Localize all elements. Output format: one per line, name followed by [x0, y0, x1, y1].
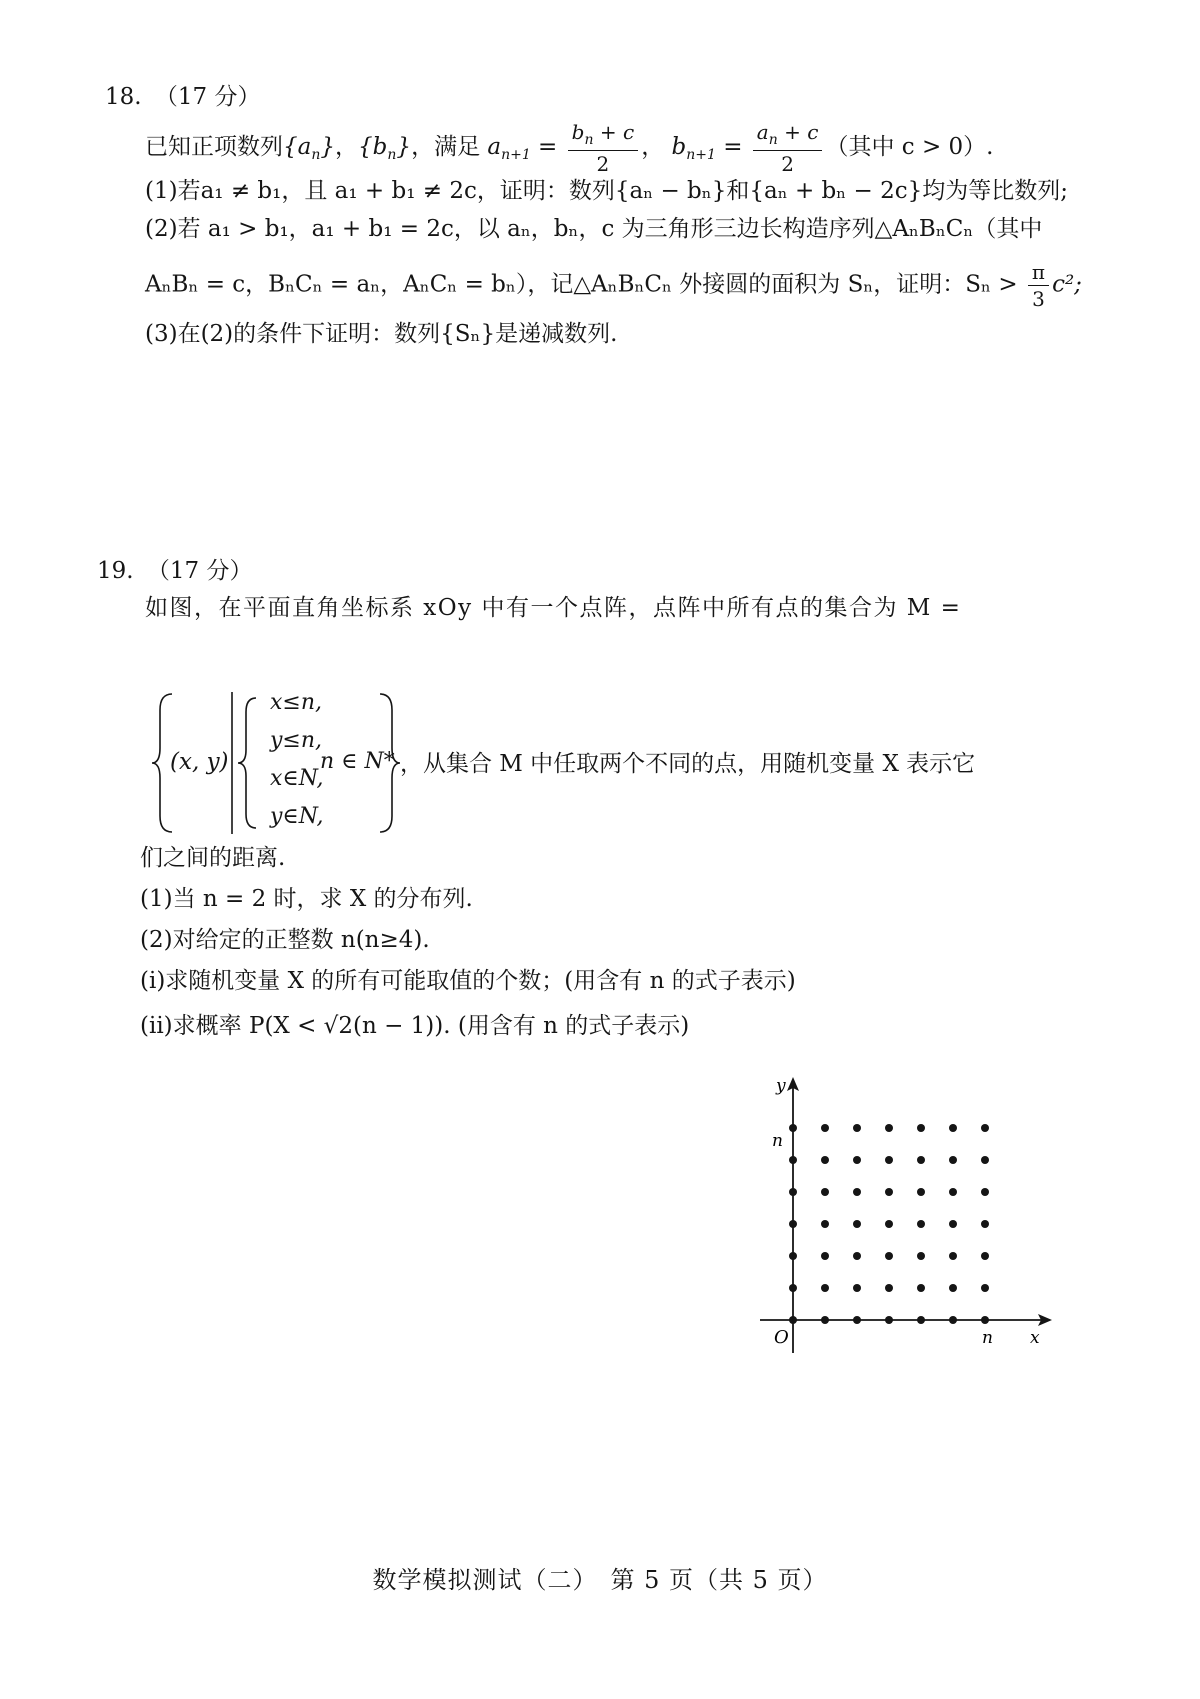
q18-number: [105, 78, 260, 111]
lattice-point: [917, 1124, 925, 1132]
lattice-point: [917, 1156, 925, 1164]
lattice-point: [981, 1156, 989, 1164]
lattice-point: [853, 1156, 861, 1164]
q18-seq-b: $\{b_n\}$: [358, 134, 412, 163]
lattice-point: [885, 1284, 893, 1292]
lattice-point: [917, 1188, 925, 1196]
y-n-label: n: [772, 1131, 783, 1151]
q18-cond: （其中 c > 0）.: [825, 134, 994, 160]
y-axis-label: y: [776, 1076, 786, 1096]
lattice-point: [981, 1124, 989, 1132]
q18-stem: 已知正项数列$\{a_n\}$，$\{b_n\}$，满足 $a_{n+1}$ = $\frac{b_n + c}{2}$ ， $b_{n+1}$ = $\frac{a_n + c}{2}$ （其中 c > 0）.: [145, 120, 994, 176]
n-condition: n ∈ N*: [320, 749, 395, 774]
q18-frac-a: $\frac{b_n + c}{2}$: [568, 122, 639, 174]
q18-frac-b: $\frac{a_n + c}{2}$: [753, 122, 823, 174]
q19-number: [97, 552, 252, 585]
q18-part2-line1: (2)若 a₁ > b₁，a₁ + b₁ = 2c，以 aₙ，bₙ，c 为三角形三边长构造序列△AₙBₙCₙ（其中: [145, 216, 1043, 242]
lattice-point: [885, 1220, 893, 1228]
q19-number-text: 19.: [97, 558, 134, 584]
page-footer: 数学模拟测试（二） 第 5 页（共 5 页）: [372, 1566, 828, 1594]
lattice-point: [885, 1188, 893, 1196]
lattice-point: [821, 1156, 829, 1164]
q18-seq-a: $\{a_n\}$: [283, 134, 336, 163]
q19-after-set: ，从集合 M 中任取两个不同的点，用随机变量 X 表示它: [400, 751, 976, 777]
q19-score: （17 分）: [146, 558, 253, 584]
lattice-point: [917, 1252, 925, 1260]
lattice-point: [981, 1252, 989, 1260]
x-axis-label: x: [1030, 1328, 1040, 1348]
q19-part2-i: (i)求随机变量 X 的所有可能取值的个数；(用含有 n 的式子表示): [140, 968, 796, 994]
lattice-dots: [789, 1124, 989, 1324]
q18-part1: [145, 175, 1068, 207]
lattice-point: [949, 1156, 957, 1164]
cond-y-le-n: y≤n,: [270, 728, 323, 753]
lattice-point: [853, 1220, 861, 1228]
q19-part1: (1)当 n = 2 时，求 X 的分布列.: [140, 886, 473, 912]
lattice-point: [821, 1188, 829, 1196]
lattice-point: [949, 1252, 957, 1260]
q18-part2-tail: c²;: [1052, 271, 1082, 298]
lattice-point: [821, 1124, 829, 1132]
q19-intro: 如图，在平面直角坐标系 xOy 中有一个点阵，点阵中所有点的集合为 M =: [145, 595, 962, 621]
q18-part2-text: AₙBₙ = c，BₙCₙ = aₙ，AₙCₙ = bₙ），记△AₙBₙCₙ 外接圆的面积为 Sₙ，证明：Sₙ >: [145, 271, 1018, 298]
lattice-point: [981, 1220, 989, 1228]
x-n-label: n: [982, 1328, 993, 1348]
q19-line-cont: 们之间的距离.: [140, 845, 286, 871]
lattice-point: [949, 1124, 957, 1132]
q18-number-text: 18.: [105, 84, 142, 110]
lattice-point: [917, 1220, 925, 1228]
q18-pi-over-3: $\frac{\pi}{3}$: [1028, 262, 1049, 309]
lattice-point: [853, 1188, 861, 1196]
q19-set-definition: [150, 688, 400, 838]
lattice-point: [885, 1252, 893, 1260]
lattice-point: [949, 1220, 957, 1228]
q18-score: （17 分）: [154, 84, 261, 110]
q19-part2-ii: (ii)求概率 P(X < √2(n − 1)). (用含有 n 的式子表示): [140, 1013, 690, 1039]
lattice-point: [981, 1188, 989, 1196]
lattice-point: [853, 1284, 861, 1292]
lattice-point: [949, 1188, 957, 1196]
lattice-point: [885, 1124, 893, 1132]
q18-part2-line2: [145, 262, 1082, 309]
lattice-point: [853, 1124, 861, 1132]
lattice-figure: [740, 1075, 1060, 1355]
cond-y-in-N: y∈N,: [270, 804, 324, 829]
lattice-point: [949, 1284, 957, 1292]
lattice-point: [917, 1284, 925, 1292]
lattice-point: [821, 1220, 829, 1228]
lattice-point: [853, 1252, 861, 1260]
q18-part1-cond: a₁ ≠ b₁，且 a₁ + b₁ ≠ 2c，证明：数列{aₙ − bₙ}和{aₙ + bₙ − 2c}均为等比数列;: [200, 178, 1069, 204]
q18-part3: (3)在(2)的条件下证明：数列{Sₙ}是递减数列.: [145, 321, 618, 347]
q19-part2: (2)对给定的正整数 n(n≥4).: [140, 927, 430, 953]
cond-x-le-n: x≤n,: [270, 690, 323, 715]
q18-stem-prefix: 已知正项数列: [145, 134, 283, 160]
lattice-point: [821, 1284, 829, 1292]
q18-satisfy: ，满足: [411, 134, 481, 160]
cond-x-in-N: x∈N,: [270, 766, 324, 791]
set-point: (x, y): [170, 749, 229, 775]
lattice-point: [885, 1156, 893, 1164]
q18-part1-label: (1)若: [145, 178, 201, 204]
lattice-point: [821, 1252, 829, 1260]
origin-label: O: [774, 1327, 789, 1348]
lattice-point: [981, 1284, 989, 1292]
